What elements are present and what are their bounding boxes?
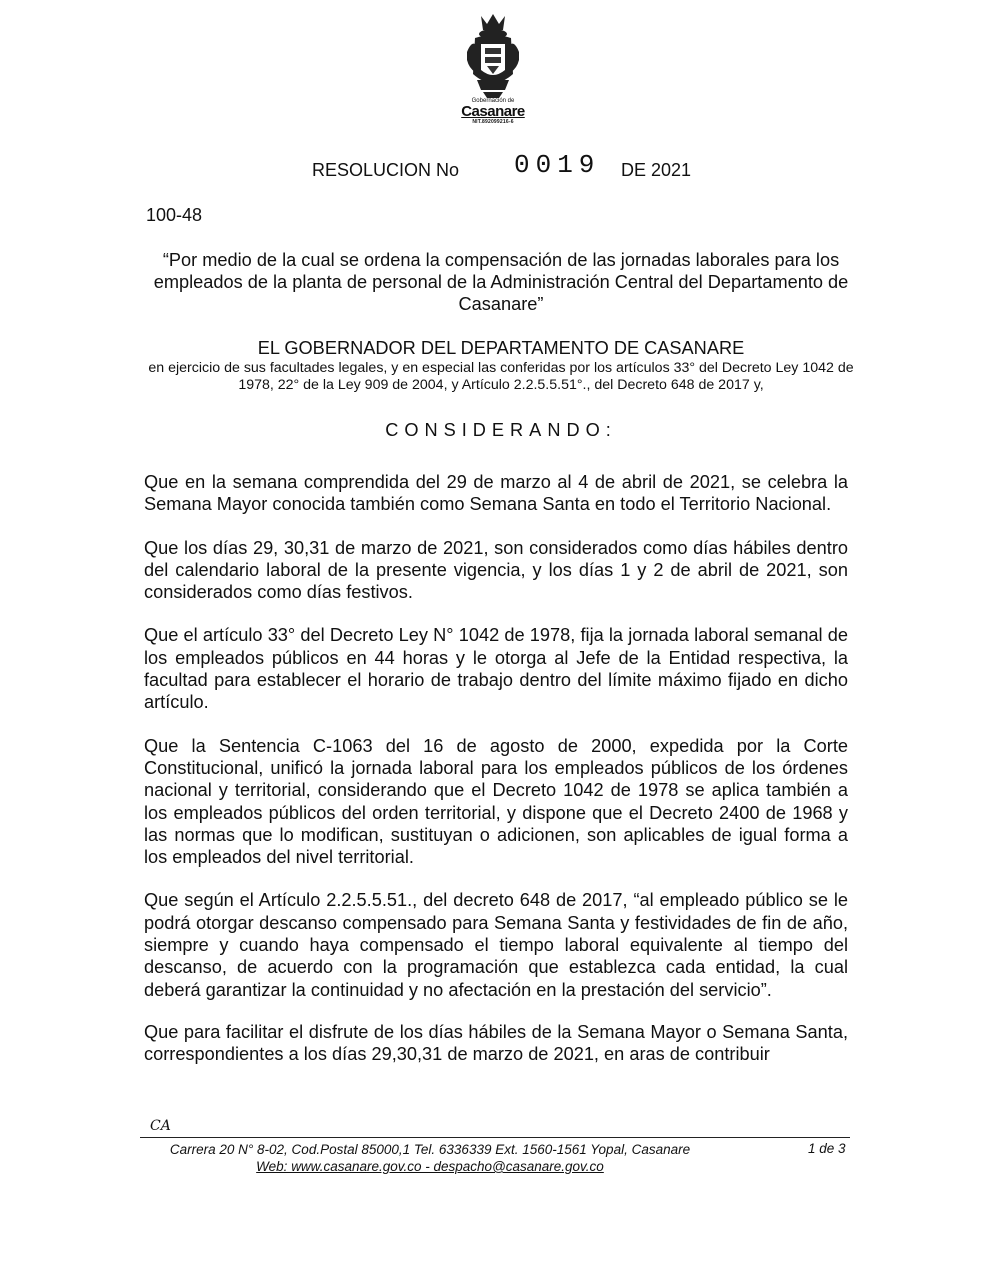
casanare-logo [458, 12, 528, 132]
resolution-year: DE 2021 [621, 160, 692, 180]
resolution-title: “Por medio de la cual se ordena la compensación de las jornadas laborales para los empleados de la planta de personal de la Administración Central del Departamento de Casanare” [153, 250, 849, 314]
footer-web[interactable]: Web: www.casanare.gov.co - despacho@casanare.gov.co [256, 1159, 604, 1174]
paragraph: Que los días 29, 30,31 de marzo de 2021, son considerados como días hábiles dentro del calendario laboral de la presente vigencia, y los días 1 y 2 de abril de 2021, son considerados como días festivos. [144, 537, 848, 603]
governor-heading: EL GOBERNADOR DEL DEPARTAMENTO DE CASANARE [257, 338, 745, 358]
footer-address: Carrera 20 N° 8-02, Cod.Postal 85000,1 Tel. 6336339 Ext. 1560-1561 Yopal, Casanare [169, 1142, 691, 1157]
logo-name: Casanare [461, 103, 525, 120]
governor-faculties: en ejercicio de sus facultades legales, y en especial las conferidas por los artículos 33° del Decreto Ley 1042 de 1978, 22° de la Ley 909 de 2004, y Artículo 2.2.5.5.51°., del Decreto 648 de 2017 y, [148, 360, 854, 393]
document-code: 100-48 [146, 205, 203, 225]
handwritten-initials: CA [150, 1118, 171, 1134]
paragraph: Que en la semana comprendida del 29 de marzo al 4 de abril de 2021, se celebra la Semana Mayor conocida también como Semana Santa en todo el Territorio Nacional. [144, 472, 848, 515]
paragraph: Que para facilitar el disfrute de los días hábiles de la Semana Mayor o Semana Santa, correspondientes a los días 29,30,31 de marzo de 2021, en aras de contribuir [144, 1021, 848, 1065]
paragraph: Que la Sentencia C-1063 del 16 de agosto de 2000, expedida por la Corte Constitucional, unificó la jornada laboral para los empleados públicos de los órdenes nacional y territorial, considerando que el Decreto 1042 de 1978 se aplica también a los empleados públicos del orden territorial, y dispone que el Decreto 2400 de 1968 y las normas que lo modifican, sustituyan o adicionen, son aplicables de igual forma a los empleados del nivel territorial. [144, 735, 848, 868]
logo-nit: NIT.892099216-6 [472, 119, 514, 125]
footer [150, 1141, 710, 1175]
resolution-number: 0019 [514, 150, 601, 180]
footer-divider [140, 1137, 850, 1138]
paragraph: Que según el Artículo 2.2.5.5.51., del decreto 648 de 2017, “al empleado público se le podrá otorgar descanso compensado para Semana Santa y festividades de fin de año, siempre y cuando haya compensado el tiempo laboral equivalente al tiempo del descanso, de acuerdo con la programación que establezca cada entidad, la cual deberá garantizar la continuidad y no afectación en la prestación del servicio”. [144, 890, 848, 1000]
coat-of-arms-icon [463, 12, 523, 100]
paragraph: Que el artículo 33° del Decreto Ley N° 1042 de 1978, fija la jornada laboral semanal de los empleados públicos en 44 horas y le otorga al Jefe de la Entidad respectiva, la facultad para establecer el horario de trabajo dentro del límite máximo fijado en dicho artículo. [144, 625, 848, 713]
page-number: 1 de 3 [808, 1141, 846, 1156]
considerando-heading: CONSIDERANDO: [385, 420, 617, 440]
resolution-line [0, 150, 989, 190]
document-body [144, 471, 848, 1087]
logo-caption: Gobernación de [471, 98, 515, 104]
resolution-label: RESOLUCION No [312, 160, 460, 180]
